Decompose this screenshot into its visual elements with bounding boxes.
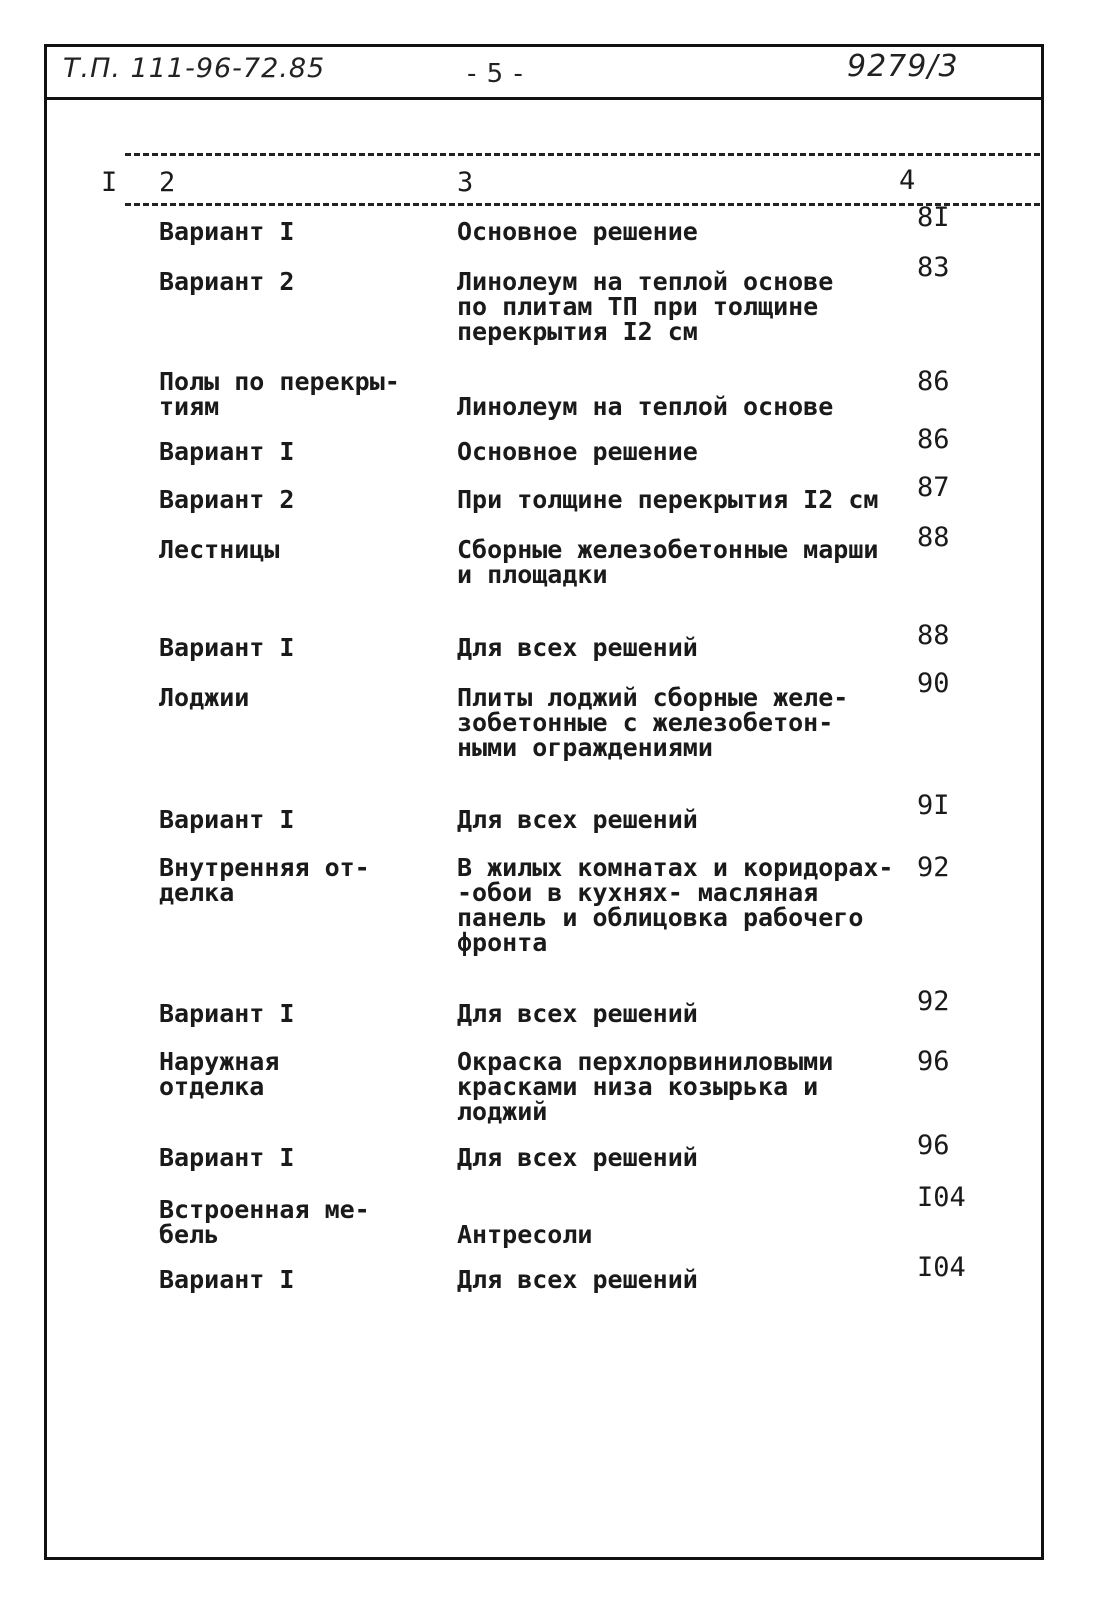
section-cell: Лестницы (159, 535, 280, 564)
description-cell: Для всех решений (457, 999, 698, 1028)
table-top-rule (125, 153, 1040, 156)
description-cell: Плиты лоджий сборные желе- зобетонные с железобетон- ными ограждениями (457, 683, 849, 762)
section-cell: Вариант I (159, 999, 295, 1028)
column-header-1: I (101, 167, 118, 198)
sheet-number-cell: 90 (917, 668, 950, 699)
description-cell: Линолеум на теплой основе по плитам ТП при толщине перекрытия I2 см (457, 267, 834, 346)
sheet-number-cell: 86 (917, 366, 950, 397)
description-cell: Для всех решений (457, 805, 698, 834)
section-cell: Вариант I (159, 805, 295, 834)
section-cell: Встроенная ме- бель (159, 1195, 370, 1249)
description-cell: Основное решение (457, 217, 698, 246)
description-cell: Для всех решений (457, 1265, 698, 1294)
section-cell: Вариант I (159, 1265, 295, 1294)
sheet-number-cell: 92 (917, 986, 950, 1017)
section-cell: Вариант 2 (159, 267, 295, 296)
sheet-number-cell: 87 (917, 472, 950, 503)
sheet-number-cell: 9I (917, 790, 950, 821)
column-header-2: 2 (159, 167, 176, 198)
sheet-number-cell: 86 (917, 424, 950, 455)
table-header-rule (125, 203, 1040, 206)
description-cell: В жилых комнатах и коридорах- -обои в кухнях- масляная панель и облицовка рабочего фронта (457, 853, 894, 957)
sheet-number-cell: 96 (917, 1130, 950, 1161)
section-cell: Вариант I (159, 217, 295, 246)
page-frame (44, 44, 1044, 1560)
sheet-number-cell: 8I (917, 202, 950, 233)
sheet-number-cell: 96 (917, 1046, 950, 1077)
description-cell: Линолеум на теплой основе (457, 392, 834, 421)
description-cell: При толщине перекрытия I2 см (457, 485, 879, 514)
description-cell: Для всех решений (457, 633, 698, 662)
section-cell: Вариант I (159, 437, 295, 466)
section-cell: Лоджии (159, 683, 250, 712)
column-header-4: 4 (899, 165, 916, 196)
archive-number: 9279/3 (847, 49, 959, 84)
section-cell: Наружная отделка (159, 1047, 280, 1101)
sheet-number-cell: I04 (917, 1182, 966, 1213)
document-code: Т.П. 111-96-72.85 (63, 53, 326, 84)
section-cell: Полы по перекры- тиям (159, 367, 400, 421)
sheet-number-cell: 83 (917, 252, 950, 283)
section-cell: Вариант 2 (159, 485, 295, 514)
page-number: - 5 - (467, 59, 524, 89)
sheet-number-cell: 88 (917, 522, 950, 553)
sheet-number-cell: 92 (917, 852, 950, 883)
section-cell: Вариант I (159, 633, 295, 662)
description-cell: Основное решение (457, 437, 698, 466)
section-cell: Внутренняя от- делка (159, 853, 370, 907)
sheet-number-cell: 88 (917, 620, 950, 651)
description-cell: Антресоли (457, 1220, 593, 1249)
column-header-3: 3 (457, 167, 474, 198)
description-cell: Окраска перхлорвиниловыми красками низа козырька и лоджий (457, 1047, 834, 1126)
sheet-number-cell: I04 (917, 1252, 966, 1283)
section-cell: Вариант I (159, 1143, 295, 1172)
description-cell: Для всех решений (457, 1143, 698, 1172)
description-cell: Сборные железобетонные марши и площадки (457, 535, 879, 589)
header-divider (47, 97, 1041, 100)
